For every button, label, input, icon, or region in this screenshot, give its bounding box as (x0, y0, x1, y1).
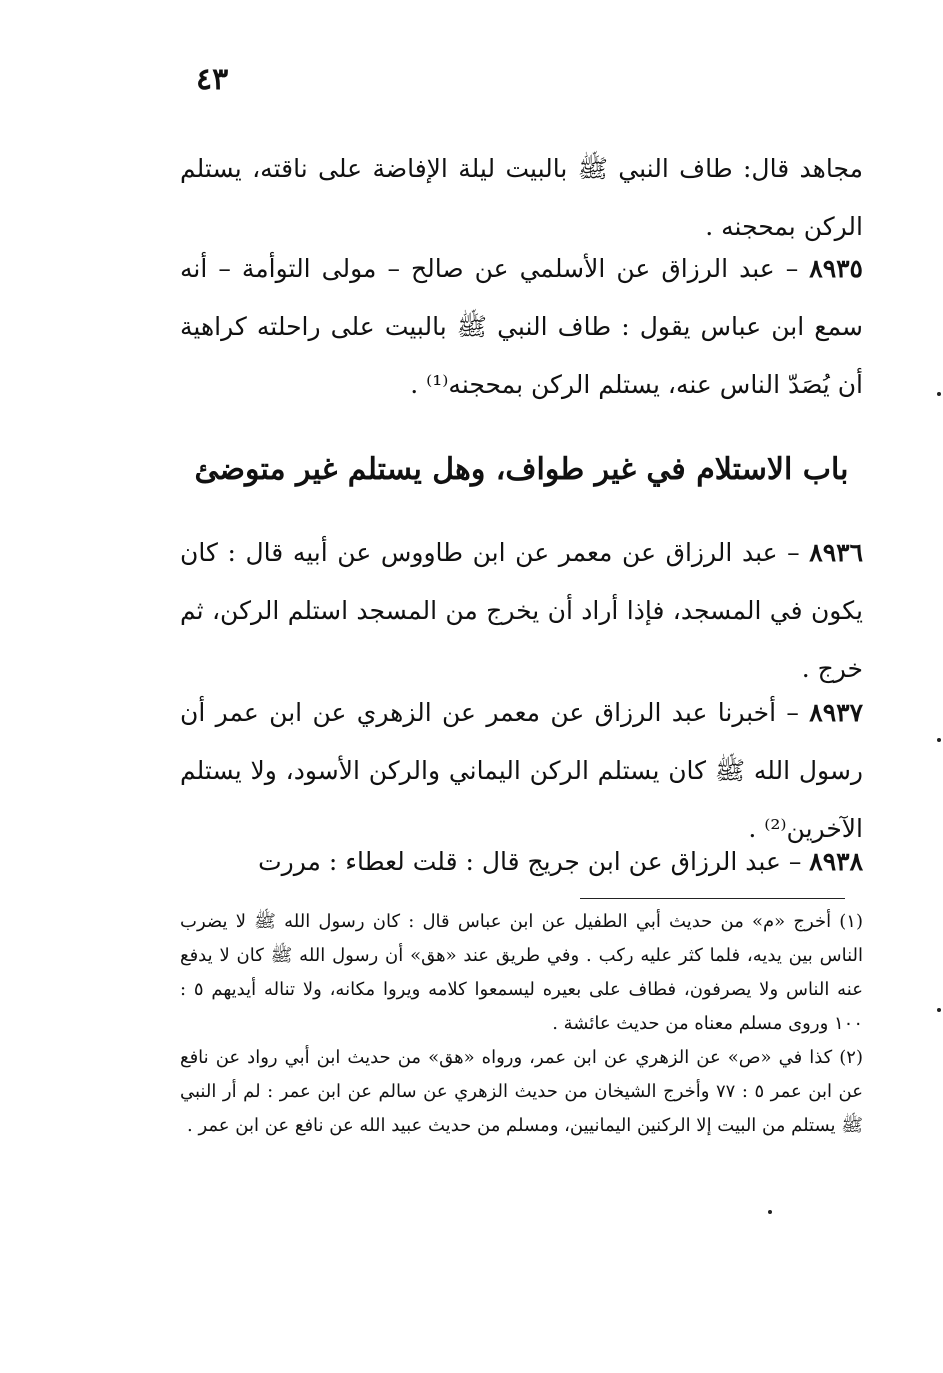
paragraph-8936 (180, 524, 863, 698)
chapter-heading: باب الاستلام في غير طواف، وهل يستلم غير متوضئ (194, 452, 849, 487)
footnote-1: (١) أخرج «م» من حديث أبي الطفيل عن ابن عباس قال : كان رسول الله ﷺ لا يضرب الناس بين يديه، فلما كثر عليه ركب . وفي طريق عند «هق» أن رسول الله ﷺ كان لا يدفع عنه الناس ولا يصرفون، فطاف على بعيره ليسمعوا كلامه ويروا مكانه، ولا تناله أيديهم ٥ : ١٠٠ وروى مسلم معناه من حديث عائشة . (180, 911, 863, 1034)
margin-mark (768, 1210, 772, 1214)
margin-mark (937, 738, 941, 742)
footnotes (180, 905, 863, 1143)
footnote-2: (٢) كذا في «ص» عن الزهري عن ابن عمر، ورواه «هق» من حديث ابن أبي رواد عن نافع عن ابن عمر ٥ : ٧٧ وأخرج الشيخان من حديث الزهري عن سالم عن ابن عمر : لم أر النبي ﷺ يستلم من البيت إلا الركنين اليمانيين، ومسلم من حديث عبيد الله عن نافع عن ابن عمر . (180, 1047, 863, 1136)
paragraph-8935 (180, 240, 863, 414)
margin-mark (937, 1008, 941, 1012)
margin-mark (937, 392, 941, 396)
hadith-text: – أخبرنا عبد الرزاق عن معمر عن الزهري عن ابن عمر أن رسول الله ﷺ كان يستلم الركن اليماني والركن الأسود، ولا يستلم الآخرين⁽²⁾ . (180, 698, 863, 843)
footnote-divider (580, 898, 845, 899)
hadith-number: ٨٩٣٥ (809, 254, 863, 283)
hadith-text: – عبد الرزاق عن ابن جريج قال : قلت لعطاء : مررت (258, 847, 802, 876)
hadith-number: ٨٩٣٨ (809, 847, 863, 876)
paragraph-8938 (180, 833, 863, 891)
paragraph-mujahid: مجاهد قال: طاف النبي ﷺ بالبيت ليلة الإفاضة على ناقته، يستلم الركن بمحجنه . (180, 154, 863, 241)
hadith-text: – عبد الرزاق عن الأسلمي عن صالح – مولى التوأمة – أنه سمع ابن عباس يقول : طاف النبي ﷺ بالبيت على راحلته كراهية أن يُصَدّ الناس عنه، يستلم الركن بمحجنه⁽¹⁾ . (180, 254, 863, 399)
paragraph-8937 (180, 684, 863, 858)
hadith-number: ٨٩٣٧ (809, 698, 863, 727)
page-number: ٤٣ (196, 62, 229, 97)
hadith-number: ٨٩٣٦ (809, 538, 863, 567)
hadith-text: – عبد الرزاق عن معمر عن ابن طاووس عن أبيه قال : كان يكون في المسجد، فإذا أراد أن يخرج من المسجد استلم الركن، ثم خرج . (180, 538, 863, 683)
